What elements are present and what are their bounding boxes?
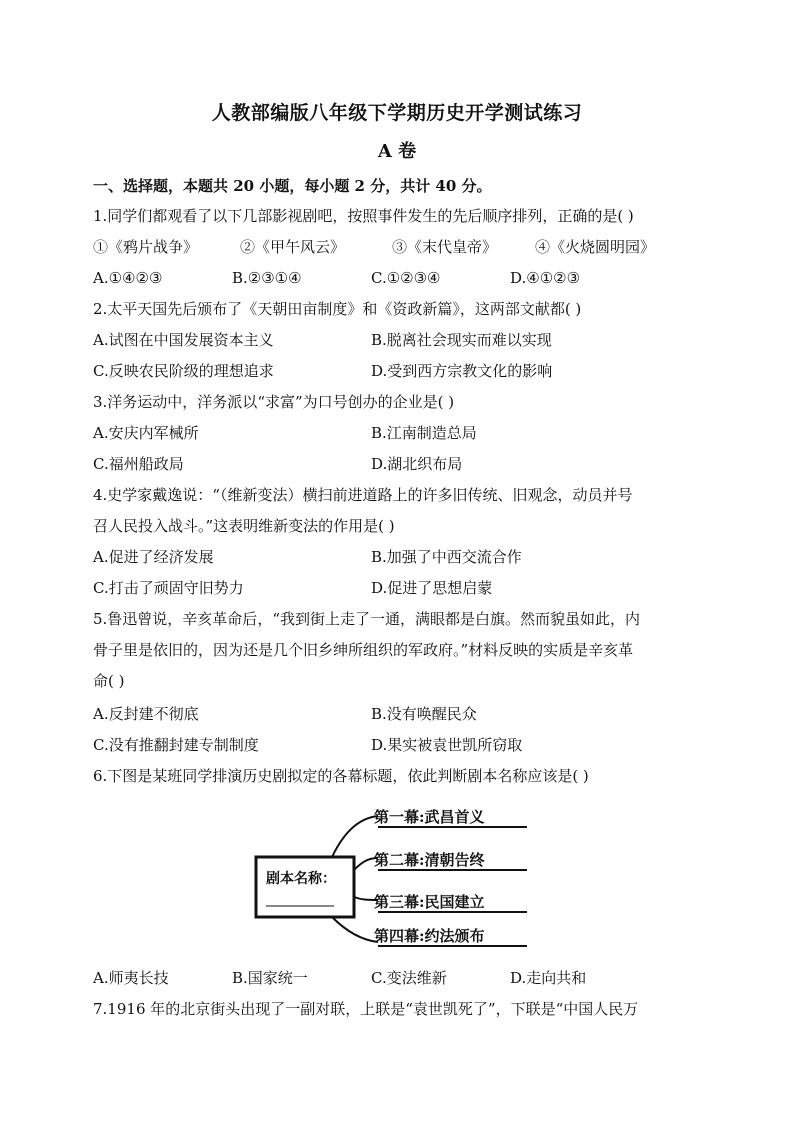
play-title-diagram bbox=[250, 800, 540, 955]
act-2-label: 第二幕:清朝告终 bbox=[374, 851, 485, 869]
q4-option-b: B.加强了中西交流合作 bbox=[371, 548, 522, 566]
question-5-stem-line-1: 5.鲁迅曾说，辛亥革命后，“我到街上走了一通，满眼都是白旗。然而貌虽如此，内 bbox=[93, 610, 640, 628]
question-3-stem: 3.洋务运动中，洋务派以“求富”为口号创办的企业是( ) bbox=[93, 393, 455, 411]
q1-item-2: ②《甲午风云》 bbox=[240, 238, 346, 256]
q4-option-d: D.促进了思想启蒙 bbox=[371, 579, 493, 597]
question-1-stem: 1.同学们都观看了以下几部影视剧吧，按照事件发生的先后顺序排列，正确的是( ) bbox=[93, 207, 634, 225]
q5-option-a: A.反封建不彻底 bbox=[93, 705, 199, 723]
play-name-box bbox=[256, 857, 354, 917]
q2-option-a: A.试图在中国发展资本主义 bbox=[93, 331, 274, 349]
q1-item-3: ③《末代皇帝》 bbox=[392, 238, 498, 256]
q1-option-b: B.②③①④ bbox=[232, 269, 302, 287]
q1-option-c: C.①②③④ bbox=[371, 269, 441, 287]
q3-option-b: B.江南制造总局 bbox=[371, 424, 477, 442]
question-6-stem: 6.下图是某班同学排演历史剧拟定的各幕标题，依此判断剧本名称应该是( ) bbox=[93, 767, 589, 785]
question-2-stem: 2.太平天国先后颁布了《天朝田亩制度》和《资政新篇》，这两部文献都( ) bbox=[93, 300, 582, 318]
q6-option-a: A.师夷长技 bbox=[93, 969, 169, 987]
q5-option-d: D.果实被袁世凯所窃取 bbox=[371, 736, 523, 754]
act-4-label: 第四幕:约法颁布 bbox=[374, 927, 485, 945]
q3-option-c: C.福州船政局 bbox=[93, 455, 184, 473]
question-4-stem-line-1: 4.史学家戴逸说：“（维新变法）横扫前进道路上的许多旧传统、旧观念，动员并号 bbox=[93, 486, 633, 504]
question-5-stem-line-3: 命( ) bbox=[93, 672, 125, 690]
q6-option-c: C.变法维新 bbox=[371, 969, 447, 987]
play-name-label: 剧本名称： bbox=[266, 871, 336, 887]
q6-option-b: B.国家统一 bbox=[232, 969, 308, 987]
q5-option-b: B.没有唤醒民众 bbox=[371, 705, 477, 723]
q2-option-b: B.脱离社会现实而难以实现 bbox=[371, 331, 552, 349]
page-title: 人教部编版八年级下学期历史开学测试练习 bbox=[211, 102, 583, 124]
q1-item-4: ④《火烧圆明园》 bbox=[535, 238, 656, 256]
section-heading: 一、选择题，本题共 20 小题，每小题 2 分，共计 40 分。 bbox=[93, 177, 492, 195]
q1-option-d: D.④①②③ bbox=[510, 269, 581, 287]
q1-item-1: ①《鸦片战争》 bbox=[93, 238, 199, 256]
q3-option-d: D.湖北织布局 bbox=[371, 455, 463, 473]
q4-option-c: C.打击了顽固守旧势力 bbox=[93, 579, 244, 597]
q3-option-a: A.安庆内军械所 bbox=[93, 424, 199, 442]
act-1-label: 第一幕:武昌首义 bbox=[374, 808, 485, 826]
q2-option-d: D.受到西方宗教文化的影响 bbox=[371, 362, 553, 380]
q5-option-c: C.没有推翻封建专制制度 bbox=[93, 736, 259, 754]
act-3-label: 第三幕:民国建立 bbox=[374, 893, 485, 911]
question-5-stem-line-2: 骨子里是依旧的，因为还是几个旧乡绅所组织的军政府。”材料反映的实质是辛亥革 bbox=[93, 641, 634, 659]
page-subtitle: A 卷 bbox=[377, 141, 417, 162]
q4-option-a: A.促进了经济发展 bbox=[93, 548, 214, 566]
q1-option-a: A.①④②③ bbox=[93, 269, 163, 287]
q2-option-c: C.反映农民阶级的理想追求 bbox=[93, 362, 274, 380]
q6-option-d: D.走向共和 bbox=[510, 969, 587, 987]
question-7-stem: 7.1916 年的北京街头出现了一副对联，上联是“袁世凯死了”，下联是“中国人民万 bbox=[93, 1000, 639, 1018]
question-4-stem-line-2: 召人民投入战斗。”这表明维新变法的作用是( ) bbox=[93, 517, 395, 535]
